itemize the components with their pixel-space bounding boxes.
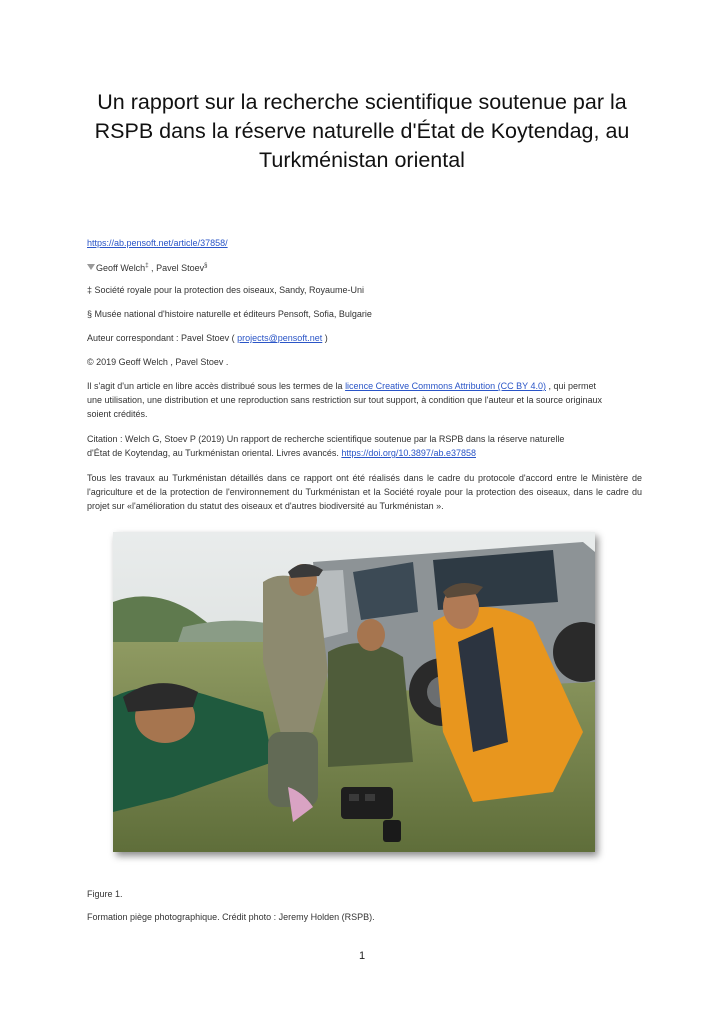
affiliation-1: ‡ Société royale pour la protection des oiseaux, Sandy, Royaume-Uni [87,285,364,295]
author-2-mark: § [204,263,208,269]
article-url-line [87,236,642,250]
license-suffix: , qui permet une utilisation, une distribution et une reproduction sans restriction sur tout support, à condition que l'auteur et la source originaux soient crédités. [87,381,603,419]
copyright-line: © 2019 Geoff Welch , Pavel Stoev . [87,357,229,367]
authors-line [87,259,642,275]
citation-doi-link[interactable]: https://doi.org/10.3897/ab.e37858 [341,448,476,458]
license-link[interactable]: licence Creative Commons Attribution (CC BY 4.0) [345,381,546,391]
expand-triangle-icon[interactable] [87,264,95,270]
page-number: 1 [358,950,366,962]
author-1-mark: ‡ [145,263,149,269]
citation-prefix: Citation : Welch G, Stoev P (2019) Un rapport de recherche scientifique soutenue par la RSPB dans la réserve naturelle d'État de Koytendag, au Turkménistan oriental. Livres avancés. [87,434,565,458]
author-1: Geoff Welch [96,263,146,273]
author-2: Pavel Stoev [156,263,205,273]
corresponding-prefix: Auteur correspondant : Pavel Stoev ( [87,333,238,343]
affiliation-2: § Musée national d'histoire naturelle et éditeurs Pensoft, Sofia, Bulgarie [87,309,372,319]
figure-label: Figure 1. [87,889,123,899]
article-url-link[interactable]: https://ab.pensoft.net/article/37858/ [87,238,228,248]
license-paragraph [87,379,607,421]
camera-trap-training-photo [113,532,595,852]
figure-caption: Formation piège photographique. Crédit photo : Jeremy Holden (RSPB). [87,912,375,922]
author-separator: , [148,263,157,273]
figure-1-photo [113,532,595,852]
citation-paragraph [87,432,587,460]
corresponding-suffix: ) [322,333,328,343]
license-prefix: Il s'agit d'un article en libre accès distribué sous les termes de la [87,381,346,391]
document-title: Un rapport sur la recherche scientifique soutenue par la RSPB dans la réserve naturelle d'État de Koytendag, au Turkménistan oriental [94,90,630,172]
corresponding-email-link[interactable]: projects@pensoft.net [237,333,323,343]
corresponding-author-line [87,331,642,345]
statement-paragraph: Tous les travaux au Turkménistan détaillés dans ce rapport ont été réalisés dans le cadre du protocole d'accord entre le Ministère de l'agriculture et de la protection de l'environnement du Turkménistan et la Société royale pour la protection des oiseaux, dans le cadre du projet sur «l'amélioration du statut des oiseaux et d'autres biodiversité au Turkménistan ». [87,473,642,511]
